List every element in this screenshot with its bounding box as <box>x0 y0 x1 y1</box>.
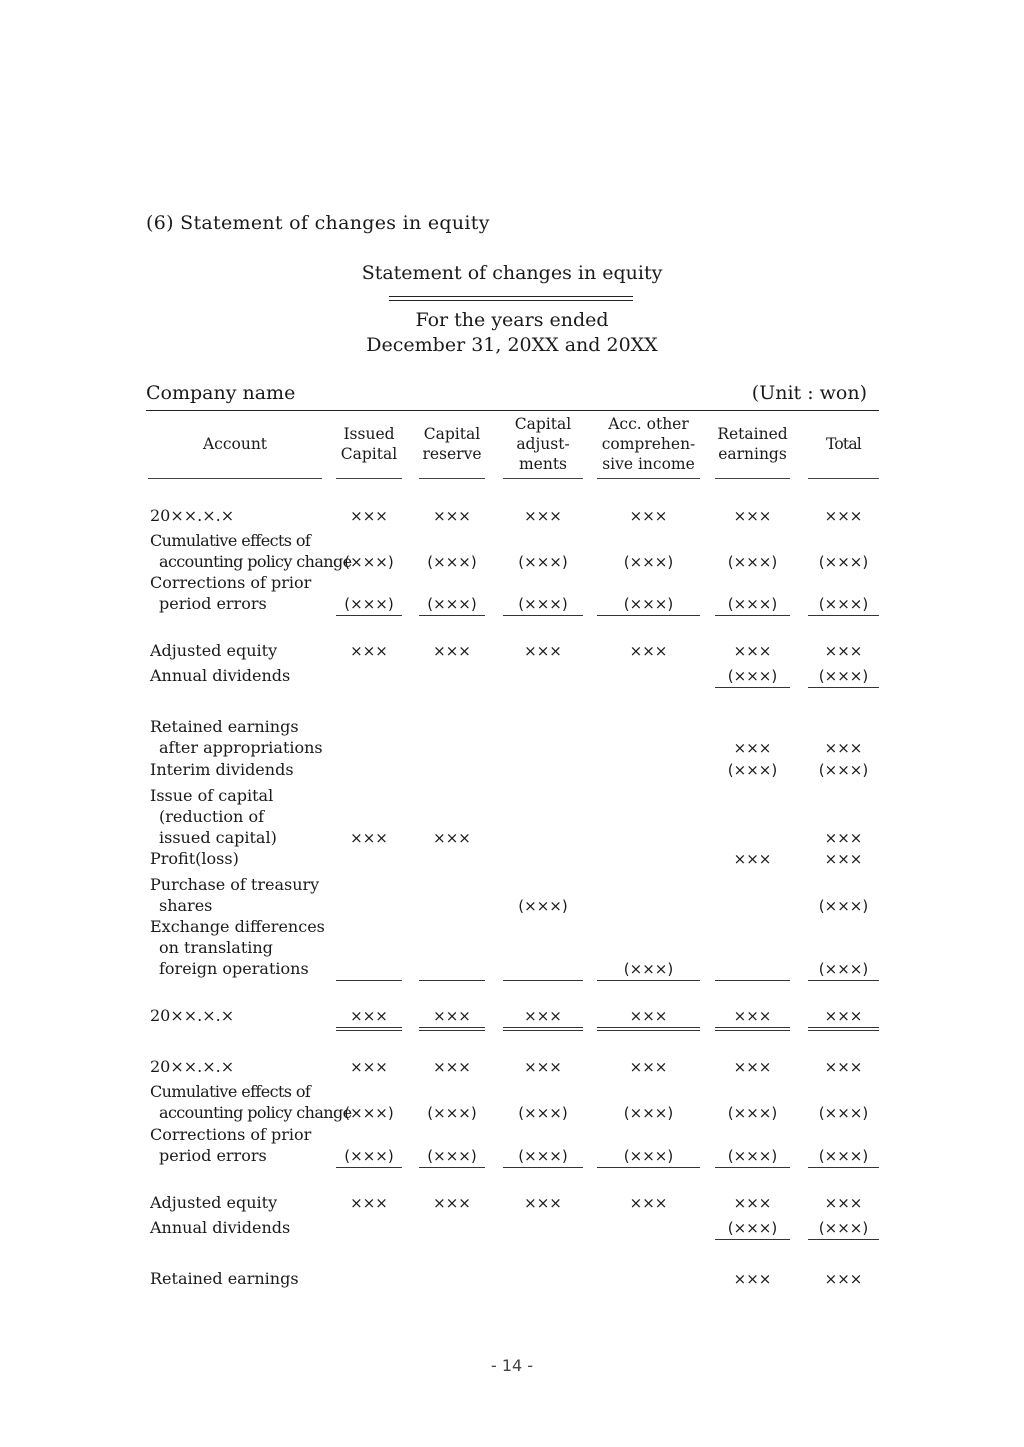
row-label-line: Annual dividends <box>150 666 291 685</box>
cell-value: (×××) <box>344 553 394 571</box>
cell-value: ××× <box>433 1058 471 1076</box>
row-label <box>150 848 239 869</box>
cell-value: (×××) <box>818 553 869 571</box>
cell-double-underline <box>336 1027 402 1031</box>
cell-underline <box>808 1167 879 1168</box>
row-label-line: Adjusted equity <box>150 1193 278 1212</box>
header-underline <box>715 478 790 479</box>
row-label-line: Adjusted equity <box>150 641 278 660</box>
cell-value: ××× <box>524 642 562 660</box>
page-number: - 14 - <box>490 1356 534 1375</box>
cell-underline <box>419 980 485 981</box>
cell-value: ××× <box>433 507 471 525</box>
row-label <box>150 716 323 758</box>
row-label <box>150 1081 352 1123</box>
cell-value: (×××) <box>518 595 568 613</box>
cell-value: ××× <box>733 507 772 525</box>
cell-underline <box>419 615 485 616</box>
cell-underline <box>808 615 879 616</box>
column-header-label: Account <box>202 435 268 453</box>
cell-value: (×××) <box>727 1104 778 1122</box>
cell-value: ××× <box>524 1058 562 1076</box>
row-label <box>150 1124 311 1166</box>
cell-underline <box>715 1167 790 1168</box>
row-label <box>150 665 290 686</box>
column-header <box>336 412 402 476</box>
row-label <box>150 1268 299 1289</box>
column-header-line: Capital <box>514 415 572 433</box>
row-label-line: issued capital) <box>159 828 277 847</box>
cell-value: (×××) <box>623 553 674 571</box>
row-label-line: on translating <box>159 938 273 957</box>
cell-value: ××× <box>350 642 388 660</box>
row-label <box>150 759 294 780</box>
column-header-line: Issued <box>343 425 395 443</box>
cell-double-underline <box>597 1027 700 1031</box>
cell-value: ××× <box>350 1058 388 1076</box>
row-label-line: foreign operations <box>159 959 309 978</box>
column-header-line: ments <box>518 455 568 473</box>
cell-value: ××× <box>824 1007 863 1025</box>
column-header-line: reserve <box>422 445 482 463</box>
row-label-line: Profit(loss) <box>150 849 239 868</box>
row-label <box>150 572 311 614</box>
header-underline <box>148 478 322 479</box>
cell-value: ××× <box>824 1270 863 1288</box>
row-label-line: 20××.×.× <box>150 1006 235 1025</box>
row-label-line: Purchase of treasury <box>150 875 320 894</box>
column-header <box>715 412 790 476</box>
row-label-line: Retained earnings <box>150 717 299 736</box>
cell-value: ××× <box>629 1007 668 1025</box>
cell-underline <box>715 980 790 981</box>
column-header-line: Capital <box>340 445 398 463</box>
column-header-line: Acc. other <box>608 415 689 433</box>
cell-value: ××× <box>824 1058 863 1076</box>
cell-underline <box>336 980 402 981</box>
cell-value: ××× <box>629 1194 668 1212</box>
cell-value: ××× <box>824 507 863 525</box>
cell-underline <box>419 1167 485 1168</box>
cell-value: (×××) <box>427 1147 477 1165</box>
column-header-line: sive income <box>602 455 695 473</box>
cell-double-underline <box>419 1027 485 1031</box>
cell-value: (×××) <box>818 1104 869 1122</box>
row-label-line: shares <box>159 896 213 915</box>
row-label-line: Annual dividends <box>150 1218 291 1237</box>
header-underline <box>503 478 583 479</box>
cell-value: ××× <box>733 850 772 868</box>
row-label <box>150 916 325 979</box>
column-header <box>808 412 879 476</box>
cell-value: (×××) <box>818 595 869 613</box>
cell-value: ××× <box>629 507 668 525</box>
cell-value: (×××) <box>727 667 778 685</box>
cell-value: (×××) <box>518 1104 568 1122</box>
row-label <box>150 1217 290 1238</box>
cell-value: ××× <box>433 1194 471 1212</box>
cell-underline <box>336 615 402 616</box>
cell-value: ××× <box>350 1007 388 1025</box>
row-label-line: 20××.×.× <box>150 1057 235 1076</box>
row-label-line: Corrections of prior <box>150 573 312 592</box>
document-title: Statement of changes in equity <box>361 262 663 284</box>
cell-double-underline <box>715 1027 790 1031</box>
cell-double-underline <box>503 1027 583 1031</box>
cell-underline <box>808 1239 879 1240</box>
cell-underline <box>503 1167 583 1168</box>
row-label-line: Exchange differences <box>150 917 325 936</box>
reporting-period <box>0 308 1024 358</box>
row-label-line: accounting policy change <box>159 552 352 571</box>
row-label <box>150 530 352 572</box>
cell-value: (×××) <box>518 553 568 571</box>
cell-value: ××× <box>824 1194 863 1212</box>
cell-underline <box>597 980 700 981</box>
cell-value: (×××) <box>518 1147 568 1165</box>
cell-value: ××× <box>824 739 863 757</box>
row-label-line: Cumulative effects of <box>150 531 311 550</box>
row-label-line: period errors <box>159 594 267 613</box>
cell-value: (×××) <box>727 595 778 613</box>
cell-value: (×××) <box>818 960 869 978</box>
cell-value: ××× <box>524 1194 562 1212</box>
row-label-line: Issue of capital <box>150 786 274 805</box>
row-label-line: Cumulative effects of <box>150 1082 311 1101</box>
cell-underline <box>808 980 879 981</box>
row-label <box>150 874 319 916</box>
cell-value: (×××) <box>344 1104 394 1122</box>
cell-value: ××× <box>350 507 388 525</box>
row-label-line: Interim dividends <box>150 760 294 779</box>
column-header-line: Total <box>826 435 861 453</box>
table-top-rule <box>146 410 879 411</box>
cell-value: ××× <box>824 642 863 660</box>
cell-value: (×××) <box>427 595 477 613</box>
row-label-line: accounting policy change <box>159 1103 352 1122</box>
row-label <box>150 1056 234 1077</box>
column-header-line: Retained <box>717 425 788 443</box>
column-header-line: comprehen- <box>601 435 696 453</box>
section-heading: (6) Statement of changes in equity <box>146 212 490 234</box>
cell-double-underline <box>808 1027 879 1031</box>
row-label-line: period errors <box>159 1146 267 1165</box>
cell-value: (×××) <box>818 1147 869 1165</box>
cell-value: ××× <box>733 1194 772 1212</box>
cell-value: (×××) <box>623 595 674 613</box>
column-header-account <box>148 412 322 476</box>
cell-value: (×××) <box>727 1147 778 1165</box>
row-label <box>150 1005 234 1026</box>
cell-value: (×××) <box>344 1147 394 1165</box>
cell-underline <box>597 1167 700 1168</box>
cell-value: ××× <box>433 642 471 660</box>
cell-value: (×××) <box>427 1104 477 1122</box>
cell-underline <box>336 1167 402 1168</box>
row-label-line: after appropriations <box>159 738 323 757</box>
cell-underline <box>715 1239 790 1240</box>
row-label <box>150 640 277 661</box>
cell-value: (×××) <box>427 553 477 571</box>
cell-value: (×××) <box>727 1219 778 1237</box>
row-label <box>150 1192 277 1213</box>
header-underline <box>597 478 700 479</box>
cell-value: ××× <box>629 1058 668 1076</box>
column-header <box>503 412 583 476</box>
column-header-line: Capital <box>423 425 481 443</box>
column-header-line: earnings <box>718 445 787 463</box>
cell-value: (×××) <box>623 960 674 978</box>
cell-value: ××× <box>350 829 388 847</box>
cell-value: (×××) <box>818 897 869 915</box>
row-label-line: Corrections of prior <box>150 1125 312 1144</box>
cell-underline <box>808 687 879 688</box>
cell-value: ××× <box>733 1007 772 1025</box>
column-header-line: adjust- <box>516 435 570 453</box>
cell-value: ××× <box>433 829 471 847</box>
cell-value: ××× <box>433 1007 471 1025</box>
column-header <box>419 412 485 476</box>
unit-label: (Unit : won) <box>751 382 867 404</box>
cell-value: ××× <box>824 850 863 868</box>
company-name: Company name <box>146 382 296 404</box>
cell-value: (×××) <box>818 761 869 779</box>
cell-value: ××× <box>824 829 863 847</box>
cell-value: (×××) <box>727 553 778 571</box>
cell-value: ××× <box>733 1270 772 1288</box>
cell-value: ××× <box>629 642 668 660</box>
cell-value: ××× <box>524 1007 562 1025</box>
row-label <box>150 785 277 848</box>
cell-value: ××× <box>524 507 562 525</box>
cell-value: (×××) <box>344 595 394 613</box>
column-header <box>597 412 700 476</box>
cell-value: (×××) <box>623 1147 674 1165</box>
period-line-1: For the years ended <box>415 309 609 331</box>
title-double-rule <box>389 296 633 301</box>
cell-underline <box>503 615 583 616</box>
cell-value: (×××) <box>818 1219 869 1237</box>
cell-value: (×××) <box>727 761 778 779</box>
cell-value: (×××) <box>518 897 568 915</box>
cell-underline <box>503 980 583 981</box>
cell-value: (×××) <box>623 1104 674 1122</box>
cell-value: ××× <box>350 1194 388 1212</box>
header-underline <box>336 478 402 479</box>
header-underline <box>419 478 485 479</box>
period-line-2: December 31, 20XX and 20XX <box>366 334 658 356</box>
cell-underline <box>715 615 790 616</box>
cell-value: ××× <box>733 1058 772 1076</box>
cell-value: ××× <box>733 739 772 757</box>
cell-value: (×××) <box>818 667 869 685</box>
cell-underline <box>715 687 790 688</box>
row-label <box>150 505 234 526</box>
row-label-line: 20××.×.× <box>150 506 235 525</box>
cell-value: ××× <box>733 642 772 660</box>
row-label-line: (reduction of <box>159 807 264 826</box>
header-underline <box>808 478 879 479</box>
cell-underline <box>597 615 700 616</box>
row-label-line: Retained earnings <box>150 1269 299 1288</box>
